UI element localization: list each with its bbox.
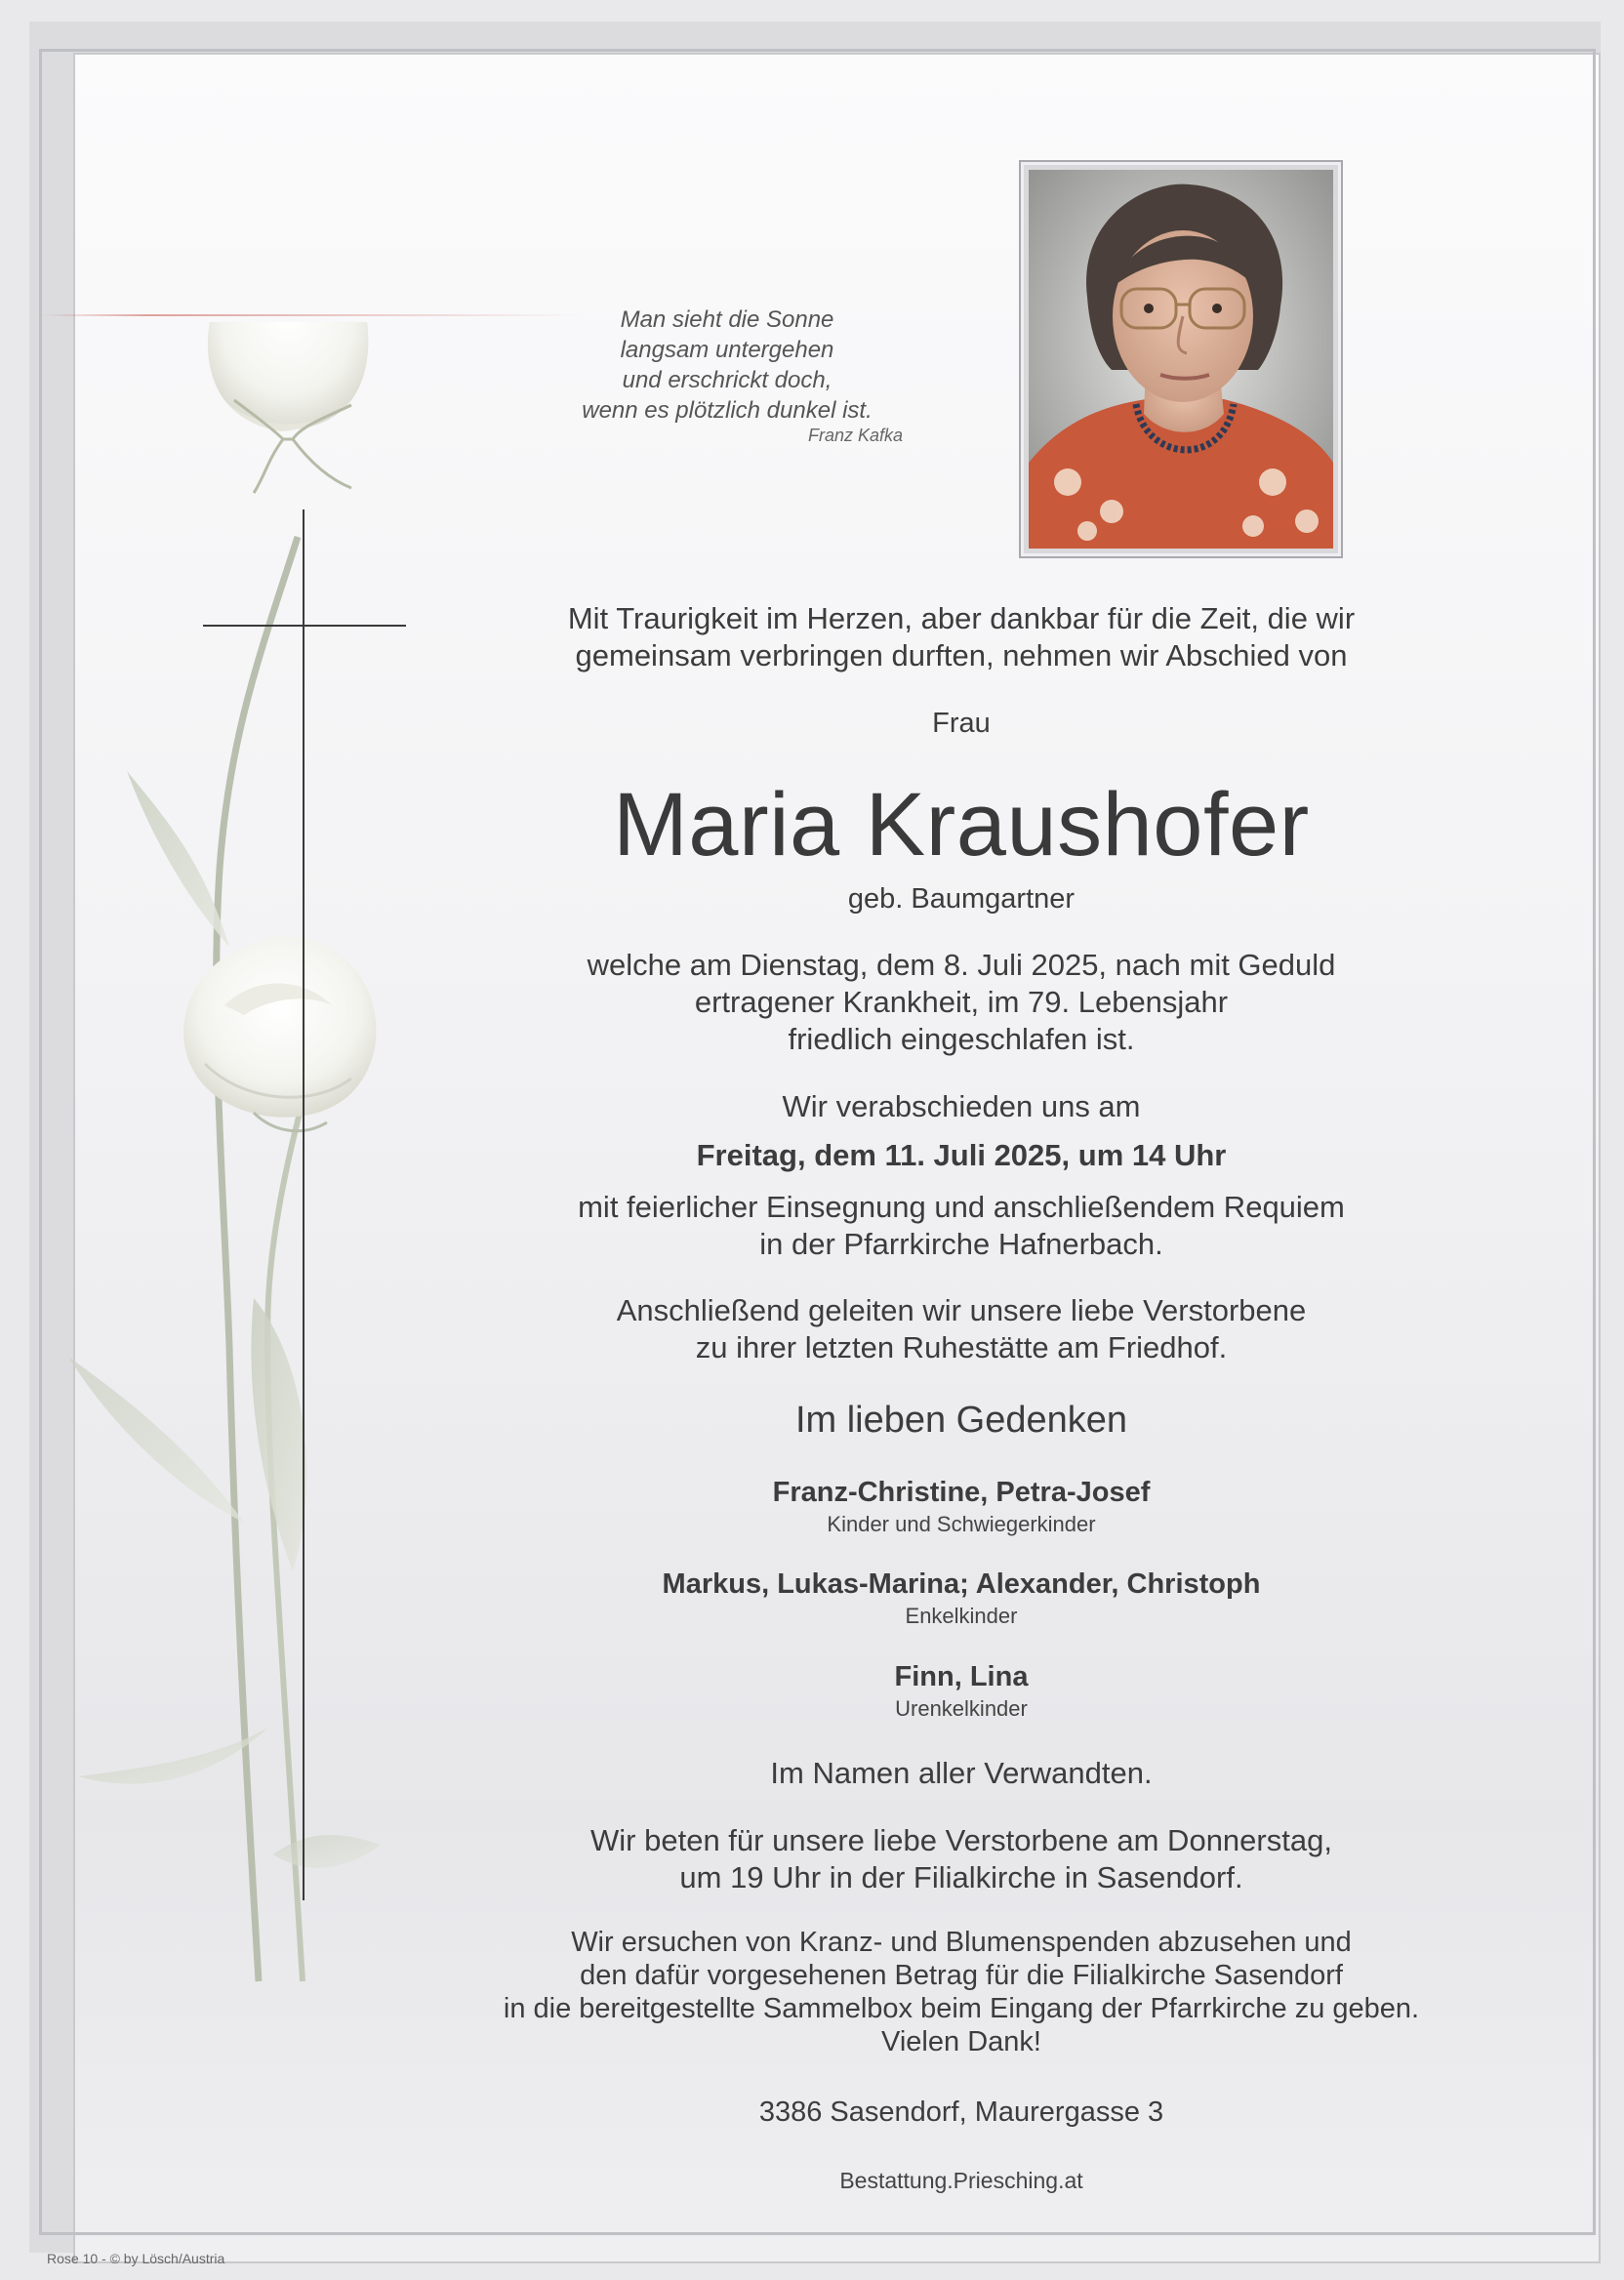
- family-names: Franz-Christine, Petra-Josef: [772, 1477, 1151, 1508]
- death-line: friedlich eingeschlafen ist.: [788, 1022, 1135, 1056]
- farewell-intro: Wir verabschieden uns am: [782, 1089, 1141, 1123]
- death-notice: [468, 947, 1454, 1058]
- quote-line: und erschrickt doch,: [622, 367, 832, 393]
- family-group: [468, 1474, 1454, 1538]
- cross-vertical-bar: [303, 509, 304, 1900]
- family-relation: Kinder und Schwiegerkinder: [827, 1512, 1096, 1536]
- prayer-line: um 19 Uhr in der Filialkirche in Sasendorf.: [679, 1860, 1243, 1894]
- quote-line: langsam untergehen: [620, 337, 834, 363]
- donation-line: in die bereitgestellte Sammelbox beim Eingang der Pfarrkirche zu geben.: [503, 1993, 1420, 2024]
- imprint: Rose 10 - © by Lösch/Austria: [47, 2251, 225, 2266]
- family-group: [468, 1658, 1454, 1723]
- decorative-red-line: [39, 314, 586, 316]
- donation-text: [468, 1926, 1454, 2058]
- quote-author: Franz Kafka: [807, 426, 903, 445]
- donation-line: den dafür vorgesehenen Betrag für die Filialkirche Sasendorf: [580, 1960, 1343, 1991]
- address: 3386 Sasendorf, Maurergasse 3: [758, 2097, 1164, 2128]
- burial-line: zu ihrer letzten Ruhestätte am Friedhof.: [695, 1330, 1228, 1364]
- prayer-line: Wir beten für unsere liebe Verstorbene am Donnerstag,: [590, 1823, 1332, 1857]
- kafka-quote: [547, 305, 908, 426]
- death-line: welche am Dienstag, dem 8. Juli 2025, nach mit Geduld: [587, 948, 1336, 982]
- ceremony-details: [468, 1189, 1454, 1263]
- burial-line: Anschließend geleiten wir unsere liebe Verstorbene: [616, 1293, 1307, 1327]
- ceremony-line: mit feierlicher Einsegnung und anschließendem Requiem: [578, 1190, 1345, 1224]
- funeral-home-website[interactable]: Bestattung.Priesching.at: [839, 2168, 1083, 2193]
- ceremony-line: in der Pfarrkirche Hafnerbach.: [759, 1227, 1163, 1261]
- quote-line: wenn es plötzlich dunkel ist.: [582, 397, 873, 424]
- relatives-text: Im Namen aller Verwandten.: [770, 1756, 1153, 1790]
- donation-line: Wir ersuchen von Kranz- und Blumenspenden abzusehen und: [571, 1927, 1352, 1958]
- cross-horizontal-bar: [203, 625, 406, 627]
- maiden-name: geb. Baumgartner: [847, 883, 1076, 915]
- prayer-text: [468, 1822, 1454, 1896]
- burial-text: [468, 1292, 1454, 1366]
- family-group: [468, 1566, 1454, 1630]
- death-line: ertragener Krankheit, im 79. Lebensjahr: [694, 985, 1229, 1019]
- deceased-name: Maria Kraushofer: [613, 775, 1310, 875]
- salutation: Frau: [932, 708, 991, 739]
- family-names: Finn, Lina: [894, 1661, 1029, 1692]
- intro-text: [468, 600, 1454, 674]
- memory-heading: Im lieben Gedenken: [794, 1400, 1128, 1441]
- family-relation: Urenkelkinder: [895, 1696, 1028, 1721]
- family-names: Markus, Lukas-Marina; Alexander, Christoph: [662, 1568, 1261, 1600]
- farewell-date: Freitag, dem 11. Juli 2025, um 14 Uhr: [696, 1138, 1227, 1172]
- family-relation: Enkelkinder: [905, 1604, 1018, 1628]
- intro-line: Mit Traurigkeit im Herzen, aber dankbar für die Zeit, die wir: [567, 601, 1356, 635]
- quote-line: Man sieht die Sonne: [620, 306, 834, 333]
- intro-line: gemeinsam verbringen durften, nehmen wir Abschied von: [575, 638, 1348, 672]
- donation-line: Vielen Dank!: [881, 2026, 1041, 2057]
- portrait-photo: [1019, 160, 1343, 558]
- white-roses-illustration: [59, 322, 468, 2059]
